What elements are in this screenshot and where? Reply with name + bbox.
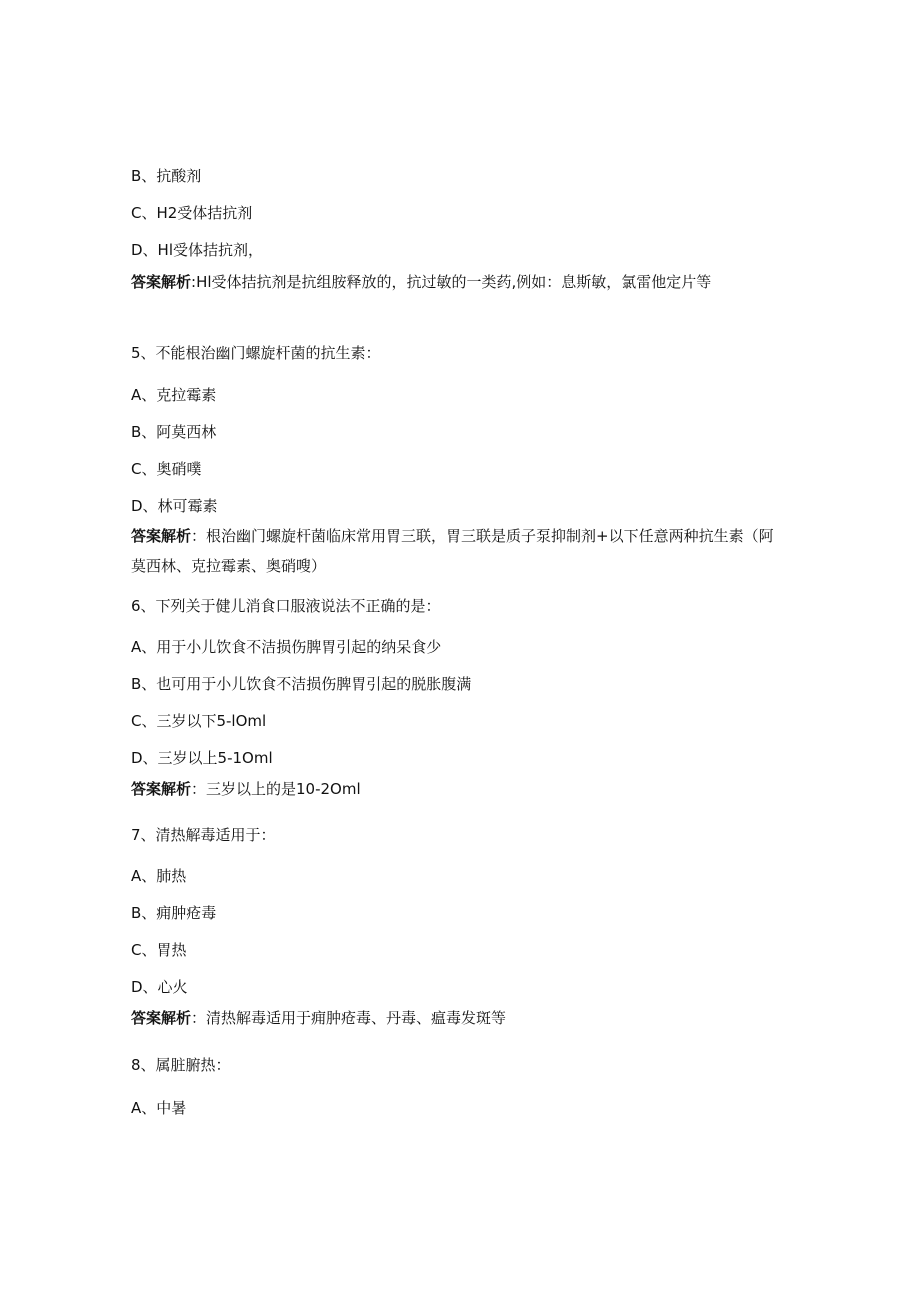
answer-text: :Hl受体拮抗剂是抗组胺释放的，抗过敏的一类药,例如：息斯敏，氯雷他定片等 — [191, 273, 712, 291]
q7-question: 7、清热解毒适用于： — [131, 826, 276, 844]
q5-option-d: D、林可霉素 — [131, 497, 218, 515]
answer-label: 答案解析 — [131, 780, 192, 798]
q6-option-d: D、三岁以上5-1Oml — [131, 749, 273, 767]
q8-question: 8、属脏腑热： — [131, 1056, 231, 1074]
q7-option-d: D、心火 — [131, 978, 188, 996]
q5-answer-explanation — [131, 521, 781, 581]
q8-option-a: A、中暑 — [131, 1099, 187, 1117]
q7-option-a: A、肺热 — [131, 867, 187, 885]
q4-option-c: C、H2受体拮抗剂 — [131, 204, 253, 222]
q6-question: 6、下列关于健儿消食口服液说法不正确的是： — [131, 597, 441, 615]
answer-label: 答案解析 — [131, 527, 192, 545]
q6-option-c: C、三岁以下5-lOml — [131, 712, 267, 730]
answer-label: 答案解析 — [131, 1009, 192, 1027]
answer-label: 答案解析 — [131, 273, 192, 291]
q5-question: 5、不能根治幽门螺旋杆菌的抗生素： — [131, 344, 381, 362]
q6-option-a: A、用于小儿饮食不洁损伤脾胃引起的纳呆食少 — [131, 638, 442, 656]
q6-answer-explanation — [131, 779, 361, 799]
q7-option-b: B、痈肿疮毒 — [131, 904, 217, 922]
q7-option-c: C、胃热 — [131, 941, 187, 959]
q6-option-b: B、也可用于小儿饮食不洁损伤脾胃引起的脱胀腹满 — [131, 675, 472, 693]
q5-option-a: A、克拉霉素 — [131, 386, 217, 404]
answer-text: ：根治幽门螺旋杆菌临床常用胃三联，胃三联是质子泵抑制剂+以下任意两种抗生素（阿莫西林、克拉霉素、奥硝嗖） — [131, 527, 774, 575]
q4-option-d: D、Hl受体拮抗剂， — [131, 241, 263, 259]
q5-option-b: B、阿莫西林 — [131, 423, 217, 441]
answer-text: ：三岁以上的是10-2Oml — [191, 780, 361, 798]
q7-answer-explanation — [131, 1008, 506, 1028]
q4-answer-explanation — [131, 267, 781, 297]
q5-option-c: C、奥硝噗 — [131, 460, 202, 478]
answer-text: ：清热解毒适用于痈肿疮毒、丹毒、瘟毒发斑等 — [191, 1009, 507, 1027]
q4-option-b: B、抗酸剂 — [131, 167, 202, 185]
